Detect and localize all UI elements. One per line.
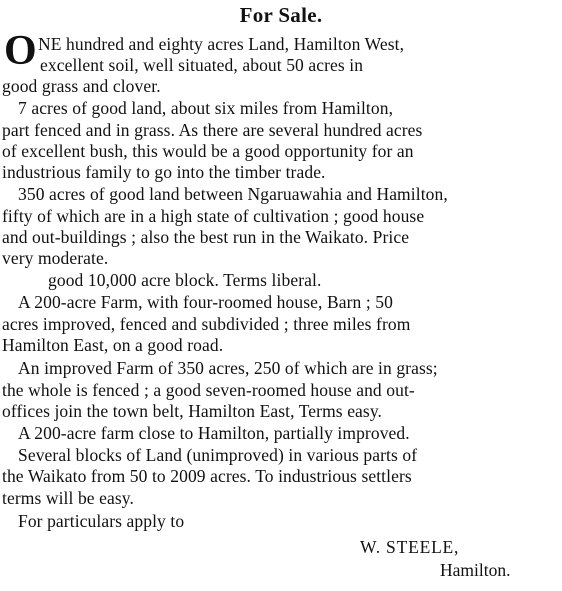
ad-text-line: An improved Farm of 350 acres, 250 of which are in grass; — [18, 358, 438, 378]
signature-place: Hamilton. — [440, 560, 511, 580]
ad-text-line: part fenced and in grass. As there are several hundred acres — [2, 120, 423, 140]
ad-text-line: good 10,000 acre block. Terms liberal. — [48, 270, 322, 290]
drop-cap-letter: O — [4, 28, 37, 74]
ad-text-line: offices join the town belt, Hamilton East, Terms easy. — [2, 401, 383, 421]
ad-text-line: acres improved, fenced and subdivided ; three miles from — [2, 314, 411, 334]
ad-text-line: 350 acres of good land between Ngaruawahia and Hamilton, — [18, 184, 448, 204]
ad-text-line: 7 acres of good land, about six miles from Hamilton, — [18, 98, 394, 118]
ad-text-line: the whole is fenced ; a good seven-roomed house and out- — [2, 380, 415, 400]
advertisement-title: For Sale. — [239, 3, 323, 27]
ad-text-line: excellent soil, well situated, about 50 acres in — [40, 55, 364, 75]
ad-text-line: industrious family to go into the timber trade. — [2, 162, 326, 182]
ad-text-line: For particulars apply to — [18, 511, 185, 531]
ad-text-line: the Waikato from 50 to 2009 acres. To industrious settlers — [2, 466, 412, 486]
ad-text-line: terms will be easy. — [2, 488, 134, 508]
ad-text-line: very moderate. — [2, 248, 109, 268]
signature-name: W. STEELE, — [360, 537, 460, 557]
ad-text-line: A 200-acre farm close to Hamilton, partially improved. — [18, 423, 410, 443]
ad-text-line: of excellent bush, this would be a good opportunity for an — [2, 141, 414, 161]
ad-text-line: fifty of which are in a high state of cultivation ; good house — [2, 206, 425, 226]
ad-text-line: good grass and clover. — [2, 76, 161, 96]
ad-text-line: Hamilton East, on a good road. — [2, 335, 224, 355]
ad-text-line: NE hundred and eighty acres Land, Hamilton West, — [38, 34, 405, 54]
ad-text-line: A 200-acre Farm, with four-roomed house, Barn ; 50 — [18, 292, 393, 312]
ad-text-line: and out-buildings ; also the best run in the Waikato. Price — [2, 227, 410, 247]
ad-text-line: Several blocks of Land (unimproved) in various parts of — [18, 445, 418, 465]
